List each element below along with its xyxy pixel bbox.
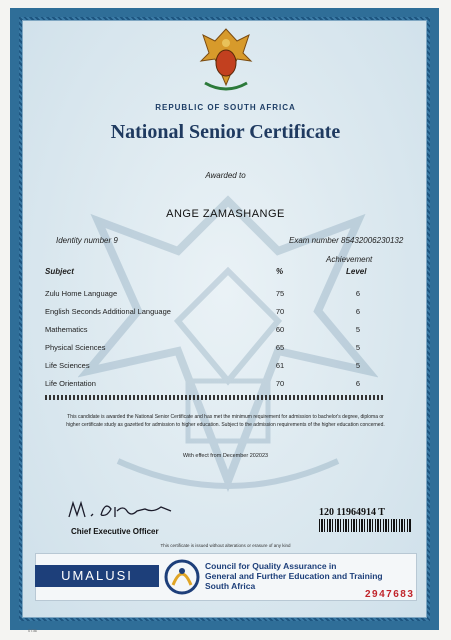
umalusi-emblem-icon [163, 555, 201, 599]
council-line: Council for Quality Assurance in [205, 561, 337, 571]
subject-header: Subject [45, 267, 74, 276]
subject-name: Life Sciences [45, 361, 90, 370]
table-row [23, 289, 427, 301]
subject-name: Mathematics [45, 325, 88, 334]
corner-code: 0736 [28, 628, 37, 633]
subject-percent: 75 [275, 289, 285, 298]
certificate-body [22, 20, 427, 618]
serial-number: 120 11964914 T [319, 507, 385, 518]
table-row [23, 307, 427, 319]
exam-number: Exam number 85432006230132 [289, 236, 404, 245]
percent-header: % [276, 267, 284, 276]
subject-name: Zulu Home Language [45, 289, 118, 298]
subject-percent: 65 [275, 343, 285, 352]
subject-level: 6 [355, 289, 361, 298]
subject-name: English Seconds Additional Language [45, 307, 171, 316]
subject-percent: 61 [275, 361, 285, 370]
subject-level: 5 [355, 361, 361, 370]
issuance-note: This certificate is issued without alterations or erasure of any kind [160, 543, 291, 548]
signatory-title: Chief Executive Officer [71, 527, 159, 536]
council-line: General and Further Education and Training [205, 571, 383, 581]
signature-icon [65, 499, 175, 521]
subject-level: 6 [355, 379, 361, 388]
effective-date: With effect from December 202023 [182, 453, 269, 459]
certificate-number: 2947683 [365, 589, 415, 600]
coat-of-arms-icon [195, 25, 257, 97]
achievement-label: Achievement [326, 255, 373, 264]
awarded-to-label: Awarded to [205, 171, 246, 180]
identity-number: Identity number 9 [56, 236, 118, 245]
certificate-title: National Senior Certificate [110, 121, 341, 143]
subject-percent: 70 [275, 307, 285, 316]
umalusi-logo: UMALUSI [35, 565, 159, 587]
barcode-icon [319, 519, 411, 532]
table-row [23, 325, 427, 337]
subject-percent: 60 [275, 325, 285, 334]
table-row [23, 361, 427, 373]
table-row [23, 379, 427, 391]
subject-name: Life Orientation [45, 379, 96, 388]
table-end-divider [45, 395, 385, 400]
subject-percent: 70 [275, 379, 285, 388]
subject-level: 5 [355, 325, 361, 334]
subject-level: 6 [355, 307, 361, 316]
candidate-name: ANGE ZAMASHANGE [166, 208, 285, 220]
subject-name: Physical Sciences [45, 343, 106, 352]
level-header: Level [346, 267, 367, 276]
table-row [23, 343, 427, 355]
republic-label: REPUBLIC OF SOUTH AFRICA [155, 103, 296, 112]
council-line: South Africa [205, 581, 256, 591]
subject-level: 5 [355, 343, 361, 352]
council-name [205, 561, 415, 591]
admission-statement: This candidate is awarded the National Senior Certificate and has met the minimum requirement for admission to bachelor's degree, diploma or higher certificate study as gazetted for admission to higher education. Subject to the admission requirements of the higher education concerned. [66, 414, 385, 428]
